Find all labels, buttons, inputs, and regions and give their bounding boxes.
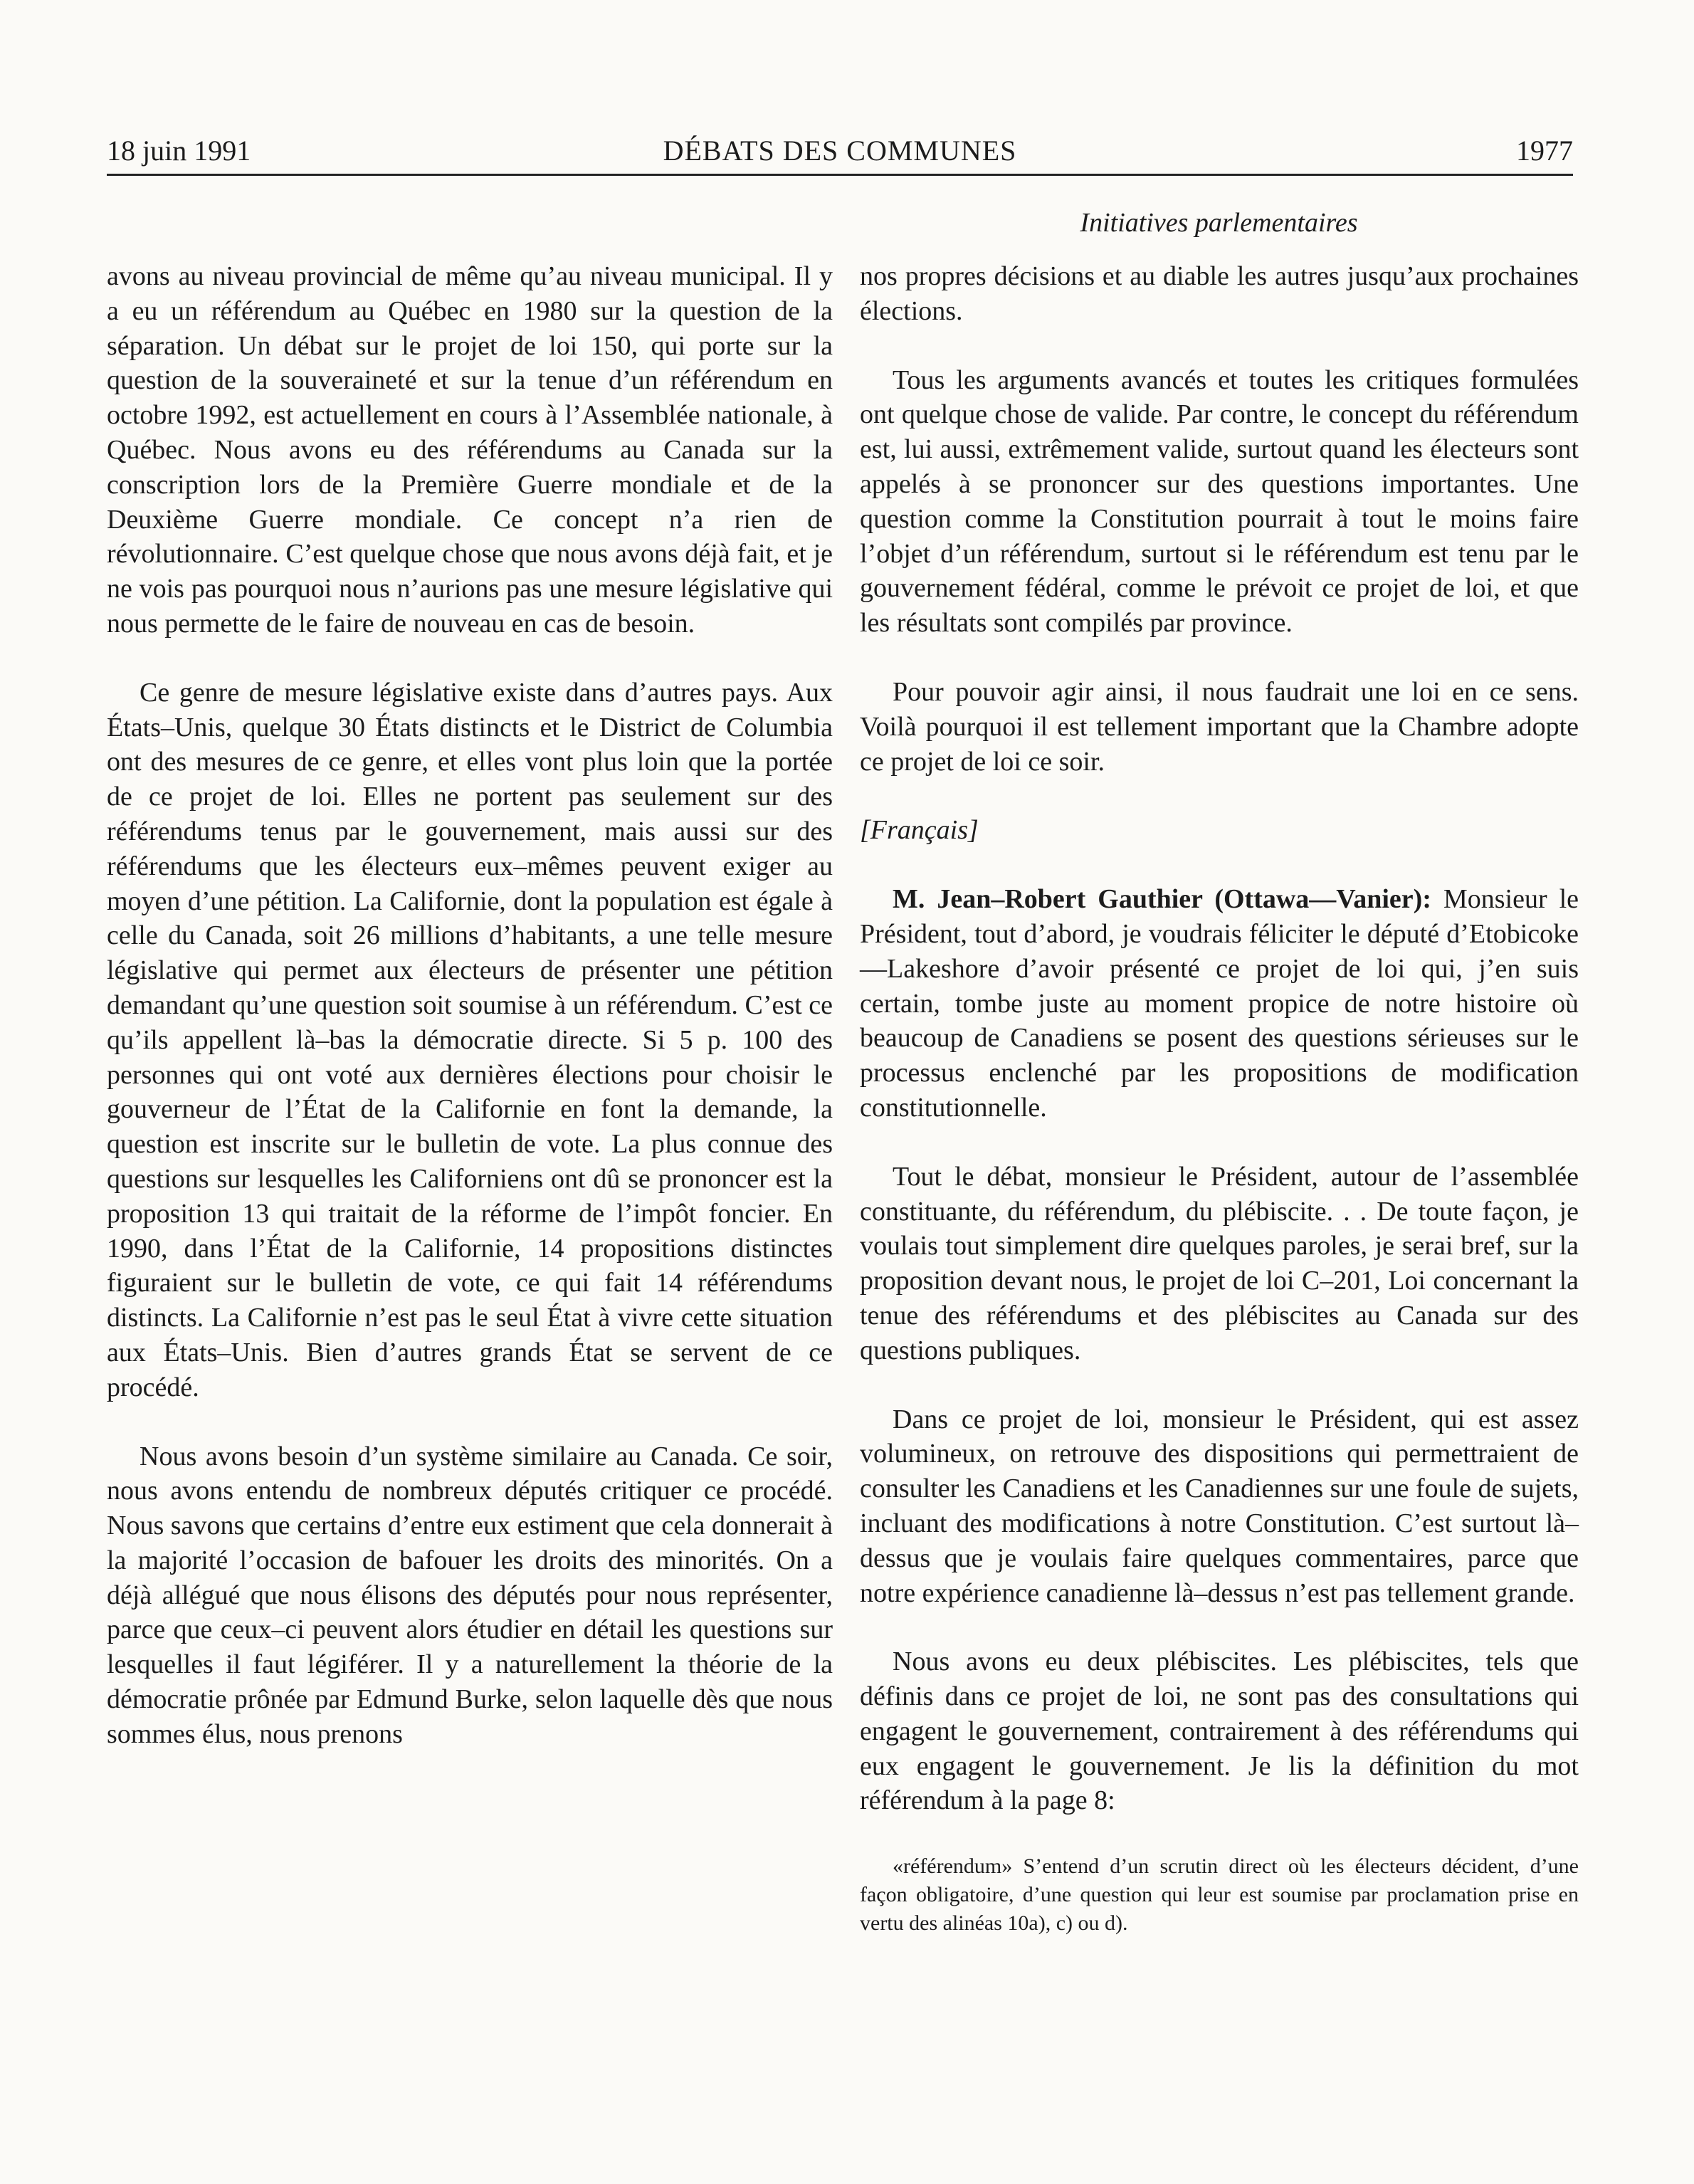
paragraph: Nous avons besoin d’un système similaire au Canada. Ce soir, nous avons entendu de nombreux députés critiquer ce procédé. Nous savons que certains d’entre eux estiment que cela donnerait à la majorité l’occasion de bafouer les droits des minorités. On a déjà allégué que nous élisons des députés pour nous représenter, parce que ceux–ci peuvent alors étudier en détail les questions sur lesquelles il faut légiférer. Il y a naturellement la théorie de la démocratie prônée par Edmund Burke, selon laquelle dès que nous sommes élus, nous prenons (107, 1441, 833, 1749)
right-column (860, 259, 1579, 1972)
section-label: Initiatives parlementaires (1080, 208, 1358, 238)
page-header (107, 130, 1573, 176)
paragraph: Dans ce projet de loi, monsieur le Président, qui est assez volumineux, on retrouve des dispositions qui permettraient de consulter les Canadiens et les Canadiennes sur une foule de sujets, incluant des modifications à notre Constitution. C’est surtout là–dessus que je voulais faire quelques commentaires, parce que notre expérience canadienne là–dessus n’est pas tellement grande. (860, 1404, 1579, 1608)
definition-quote: «référendum» S’entend d’un scrutin direct où les électeurs décident, d’une façon obligatoire, d’une question qui leur est soumise par proclamation prise en vertu des alinéas 10a), c) ou d). (860, 1854, 1579, 1936)
header-date: 18 juin 1991 (107, 135, 251, 167)
speech-paragraph (860, 882, 1579, 1125)
paragraph: Ce genre de mesure législative existe dans d’autres pays. Aux États–Unis, quelque 30 États distincts et le District de Columbia ont des mesures de ce genre, et elles vont plus loin que la portée de ce projet de loi. Elles ne portent pas seulement sur des référendums tenus par le gouvernement, mais aussi sur des référendums que les électeurs eux–mêmes peuvent exiger au moyen d’une pétition. La Californie, dont la population est égale à celle du Canada, soit 26 millions d’habitants, a une telle mesure législative qui permet aux électeurs de présenter une pétition demandant qu’une question soit soumise à un référendum. C’est ce qu’ils appellent là–bas la démocratie directe. Si 5 p. 100 des personnes qui ont voté aux dernières élections pour choisir le gouverneur de l’État de la Californie en font la demande, la question est inscrite sur le bulletin de vote. La plus connue des questions sur lesquelles les Californiens ont dû se prononcer est la proposition 13 qui traitait de la réforme de l’impôt foncier. En 1990, dans l’État de la Californie, 14 propositions distinctes figuraient sur le bulletin de vote, ce qui fait 14 référendums distincts. La Californie n’est pas le seul État à vivre cette situation aux États–Unis. Bien d’autres grands État se servent de ce procédé. (107, 677, 833, 1402)
left-column (107, 259, 833, 1786)
speech-text: Monsieur le Président, tout d’abord, je voudrais féliciter le député d’Etobicoke—Lakeshore d’avoir présenté ce projet de loi qui, j’en suis certain, tombe juste au moment propice de notre histoire où beaucoup de Canadiens se posent des questions sérieuses sur le processus enclenché par les propositions de modification constitutionnelle. (860, 884, 1579, 1123)
speaker-name: M. Jean–Robert Gauthier (Ottawa—Vanier): (893, 884, 1431, 915)
paragraph: nos propres décisions et au diable les autres jusqu’aux prochaines élections. (860, 261, 1579, 326)
paragraph: Pour pouvoir agir ainsi, il nous faudrait une loi en ce sens. Voilà pourquoi il est tellement important que la Chambre adopte ce projet de loi ce soir. (860, 676, 1579, 777)
paragraph: Nous avons eu deux plébiscites. Les plébiscites, tels que définis dans ce projet de loi, ne sont pas des consultations qui engagent le gouvernement, contrairement à des référendums qui eux engagent le gouvernement. Je lis la définition du mot référendum à la page 8: (860, 1647, 1579, 1816)
header-title: DÉBATS DES COMMUNES (663, 135, 1017, 167)
paragraph: Tout le débat, monsieur le Président, autour de l’assemblée constituante, du référendum, du plébiscite. . . De toute façon, je voulais tout simplement dire quelques paroles, je serai bref, sur la proposition devant nous, le projet de loi C–201, Loi concernant la tenue des référendums et des plébiscites au Canada sur des questions publiques. (860, 1161, 1579, 1365)
paragraph: Tous les arguments avancés et toutes les critiques formulées ont quelque chose de valide. Par contre, le concept du référendum est, lui aussi, extrêmement valide, surtout quand les électeurs sont appelés à se prononcer sur des questions importantes. Une question comme la Constitution pourrait à tout le moins faire l’objet d’un référendum, surtout si le référendum est tenu par le gouvernement fédéral, comme le prévoit ce projet de loi, et que les résultats sont compilés par province. (860, 364, 1579, 639)
language-tag: [Français] (860, 815, 979, 846)
paragraph: avons au niveau provincial de même qu’au niveau municipal. Il y a eu un référendum au Québec en 1980 sur la question de la séparation. Un débat sur le projet de loi 150, qui porte sur la question de la souveraineté et sur la tenue d’un référendum en octobre 1992, est actuellement en cours à l’Assemblée nationale, à Québec. Nous avons eu des référendums au Canada sur la conscription lors de la Première Guerre mondiale et de la Deuxième Guerre mondiale. Ce concept n’a rien de révolutionnaire. C’est quelque chose que nous avons déjà fait, et je ne vois pas pourquoi nous n’aurions pas une mesure législative qui nous permette de le faire de nouveau en cas de besoin. (107, 261, 833, 639)
page-number: 1977 (1516, 135, 1573, 167)
